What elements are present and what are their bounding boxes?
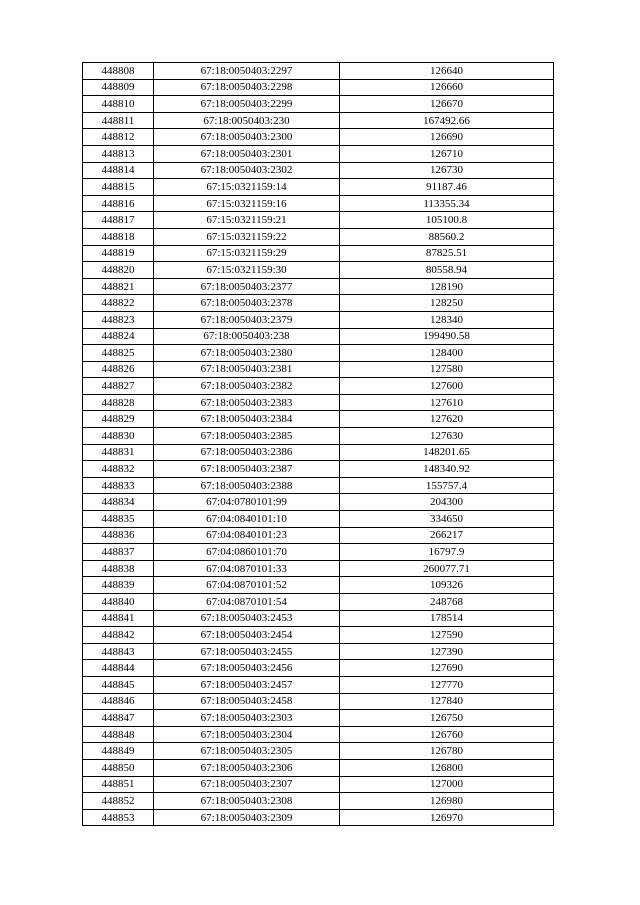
- row-number-cell: 448847: [83, 710, 154, 727]
- cadastral-number-cell: 67:18:0050403:2380: [154, 345, 340, 362]
- row-number-cell: 448853: [83, 809, 154, 826]
- table-row: [83, 511, 554, 528]
- cadastral-value-cell: 204300: [340, 494, 554, 511]
- cadastral-number-cell: 67:04:0840101:10: [154, 511, 340, 528]
- cadastral-number-cell: 67:18:0050403:2308: [154, 793, 340, 810]
- row-number-cell: 448839: [83, 577, 154, 594]
- cadastral-value-cell: 113355.34: [340, 195, 554, 212]
- row-number-cell: 448818: [83, 228, 154, 245]
- cadastral-value-cell: 178514: [340, 610, 554, 627]
- table-row: [83, 726, 554, 743]
- cadastral-value-cell: 126980: [340, 793, 554, 810]
- table-row: [83, 577, 554, 594]
- row-number-cell: 448828: [83, 394, 154, 411]
- cadastral-number-cell: 67:04:0870101:54: [154, 594, 340, 611]
- row-number-cell: 448842: [83, 627, 154, 644]
- cadastral-number-cell: 67:18:0050403:2453: [154, 610, 340, 627]
- cadastral-number-cell: 67:18:0050403:2377: [154, 278, 340, 295]
- table-row: [83, 411, 554, 428]
- table-row: [83, 710, 554, 727]
- cadastral-value-cell: 127390: [340, 643, 554, 660]
- cadastral-number-cell: 67:18:0050403:2458: [154, 693, 340, 710]
- row-number-cell: 448817: [83, 212, 154, 229]
- row-number-cell: 448832: [83, 461, 154, 478]
- cadastral-value-cell: 126750: [340, 710, 554, 727]
- cadastral-value-cell: 126690: [340, 129, 554, 146]
- cadastral-value-cell: 128340: [340, 311, 554, 328]
- cadastral-number-cell: 67:18:0050403:2388: [154, 477, 340, 494]
- cadastral-value-cell: 127620: [340, 411, 554, 428]
- cadastral-value-cell: 126670: [340, 96, 554, 113]
- cadastral-number-cell: 67:18:0050403:2300: [154, 129, 340, 146]
- table-row: [83, 643, 554, 660]
- cadastral-number-cell: 67:18:0050403:2297: [154, 63, 340, 80]
- row-number-cell: 448835: [83, 511, 154, 528]
- table-row: [83, 527, 554, 544]
- cadastral-number-cell: 67:18:0050403:2382: [154, 378, 340, 395]
- table-row: [83, 759, 554, 776]
- cadastral-number-cell: 67:18:0050403:2457: [154, 676, 340, 693]
- cadastral-value-cell: 91187.46: [340, 179, 554, 196]
- cadastral-value-cell: 80558.94: [340, 262, 554, 279]
- cadastral-value-cell: 167492.66: [340, 112, 554, 129]
- cadastral-value-cell: 127600: [340, 378, 554, 395]
- cadastral-value-cell: 127840: [340, 693, 554, 710]
- table-row: [83, 809, 554, 826]
- row-number-cell: 448834: [83, 494, 154, 511]
- row-number-cell: 448831: [83, 444, 154, 461]
- cadastral-value-cell: 127610: [340, 394, 554, 411]
- row-number-cell: 448836: [83, 527, 154, 544]
- row-number-cell: 448826: [83, 361, 154, 378]
- cadastral-value-cell: 260077.71: [340, 560, 554, 577]
- table-row: [83, 693, 554, 710]
- cadastral-number-cell: 67:15:0321159:14: [154, 179, 340, 196]
- row-number-cell: 448844: [83, 660, 154, 677]
- row-number-cell: 448851: [83, 776, 154, 793]
- cadastral-number-cell: 67:18:0050403:2381: [154, 361, 340, 378]
- table-row: [83, 594, 554, 611]
- table-row: [83, 345, 554, 362]
- cadastral-value-cell: 248768: [340, 594, 554, 611]
- row-number-cell: 448819: [83, 245, 154, 262]
- cadastral-value-table: [82, 62, 554, 826]
- cadastral-number-cell: 67:18:0050403:2385: [154, 428, 340, 445]
- cadastral-number-cell: 67:15:0321159:22: [154, 228, 340, 245]
- cadastral-number-cell: 67:18:0050403:2306: [154, 759, 340, 776]
- cadastral-value-cell: 126800: [340, 759, 554, 776]
- table-row: [83, 162, 554, 179]
- cadastral-number-cell: 67:18:0050403:2387: [154, 461, 340, 478]
- cadastral-value-cell: 126780: [340, 743, 554, 760]
- row-number-cell: 448808: [83, 63, 154, 80]
- table-row: [83, 96, 554, 113]
- cadastral-number-cell: 67:15:0321159:16: [154, 195, 340, 212]
- table-row: [83, 444, 554, 461]
- cadastral-value-cell: 16797.9: [340, 544, 554, 561]
- cadastral-number-cell: 67:04:0870101:52: [154, 577, 340, 594]
- table-row: [83, 494, 554, 511]
- cadastral-value-cell: 199490.58: [340, 328, 554, 345]
- table-row: [83, 627, 554, 644]
- table-row: [83, 428, 554, 445]
- table-row: [83, 610, 554, 627]
- cadastral-value-cell: 127690: [340, 660, 554, 677]
- cadastral-value-cell: 127580: [340, 361, 554, 378]
- table-row: [83, 361, 554, 378]
- cadastral-value-cell: 126640: [340, 63, 554, 80]
- row-number-cell: 448824: [83, 328, 154, 345]
- cadastral-value-cell: 127590: [340, 627, 554, 644]
- cadastral-value-cell: 148340.92: [340, 461, 554, 478]
- table-row: [83, 378, 554, 395]
- table-row: [83, 743, 554, 760]
- cadastral-value-cell: 127000: [340, 776, 554, 793]
- row-number-cell: 448845: [83, 676, 154, 693]
- table-row: [83, 461, 554, 478]
- cadastral-value-cell: 128250: [340, 295, 554, 312]
- row-number-cell: 448829: [83, 411, 154, 428]
- table-row: [83, 112, 554, 129]
- table-row: [83, 477, 554, 494]
- cadastral-number-cell: 67:18:0050403:2379: [154, 311, 340, 328]
- cadastral-value-cell: 266217: [340, 527, 554, 544]
- row-number-cell: 448833: [83, 477, 154, 494]
- cadastral-number-cell: 67:18:0050403:230: [154, 112, 340, 129]
- cadastral-value-cell: 155757.4: [340, 477, 554, 494]
- row-number-cell: 448838: [83, 560, 154, 577]
- table-row: [83, 245, 554, 262]
- cadastral-number-cell: 67:18:0050403:2305: [154, 743, 340, 760]
- table-row: [83, 560, 554, 577]
- row-number-cell: 448849: [83, 743, 154, 760]
- row-number-cell: 448809: [83, 79, 154, 96]
- cadastral-number-cell: 67:18:0050403:2301: [154, 145, 340, 162]
- table-row: [83, 793, 554, 810]
- cadastral-value-cell: 126660: [340, 79, 554, 96]
- cadastral-number-cell: 67:18:0050403:2454: [154, 627, 340, 644]
- cadastral-value-cell: 127630: [340, 428, 554, 445]
- cadastral-number-cell: 67:18:0050403:2299: [154, 96, 340, 113]
- cadastral-value-cell: 128400: [340, 345, 554, 362]
- table-row: [83, 544, 554, 561]
- cadastral-number-cell: 67:18:0050403:2309: [154, 809, 340, 826]
- cadastral-number-cell: 67:18:0050403:2303: [154, 710, 340, 727]
- row-number-cell: 448825: [83, 345, 154, 362]
- row-number-cell: 448815: [83, 179, 154, 196]
- table-row: [83, 145, 554, 162]
- cadastral-number-cell: 67:18:0050403:238: [154, 328, 340, 345]
- table-row: [83, 129, 554, 146]
- row-number-cell: 448843: [83, 643, 154, 660]
- table-row: [83, 394, 554, 411]
- table-row: [83, 295, 554, 312]
- row-number-cell: 448830: [83, 428, 154, 445]
- cadastral-number-cell: 67:18:0050403:2298: [154, 79, 340, 96]
- cadastral-number-cell: 67:04:0870101:33: [154, 560, 340, 577]
- table-row: [83, 195, 554, 212]
- cadastral-number-cell: 67:15:0321159:21: [154, 212, 340, 229]
- cadastral-value-cell: 126760: [340, 726, 554, 743]
- table-row: [83, 212, 554, 229]
- cadastral-number-cell: 67:18:0050403:2456: [154, 660, 340, 677]
- cadastral-value-cell: 128190: [340, 278, 554, 295]
- cadastral-value-cell: 126730: [340, 162, 554, 179]
- cadastral-number-cell: 67:04:0860101:70: [154, 544, 340, 561]
- cadastral-value-cell: 105100.8: [340, 212, 554, 229]
- table-row: [83, 311, 554, 328]
- table-row: [83, 328, 554, 345]
- row-number-cell: 448810: [83, 96, 154, 113]
- row-number-cell: 448837: [83, 544, 154, 561]
- cadastral-value-cell: 88560.2: [340, 228, 554, 245]
- cadastral-number-cell: 67:18:0050403:2378: [154, 295, 340, 312]
- table-row: [83, 660, 554, 677]
- table-row: [83, 63, 554, 80]
- row-number-cell: 448816: [83, 195, 154, 212]
- row-number-cell: 448814: [83, 162, 154, 179]
- table-row: [83, 278, 554, 295]
- table-row: [83, 228, 554, 245]
- row-number-cell: 448811: [83, 112, 154, 129]
- cadastral-number-cell: 67:18:0050403:2384: [154, 411, 340, 428]
- row-number-cell: 448812: [83, 129, 154, 146]
- cadastral-number-cell: 67:18:0050403:2383: [154, 394, 340, 411]
- row-number-cell: 448820: [83, 262, 154, 279]
- cadastral-value-cell: 87825.51: [340, 245, 554, 262]
- cadastral-number-cell: 67:18:0050403:2386: [154, 444, 340, 461]
- cadastral-value-cell: 109326: [340, 577, 554, 594]
- row-number-cell: 448813: [83, 145, 154, 162]
- cadastral-number-cell: 67:15:0321159:29: [154, 245, 340, 262]
- row-number-cell: 448827: [83, 378, 154, 395]
- row-number-cell: 448823: [83, 311, 154, 328]
- table-row: [83, 179, 554, 196]
- cadastral-number-cell: 67:04:0840101:23: [154, 527, 340, 544]
- row-number-cell: 448841: [83, 610, 154, 627]
- row-number-cell: 448840: [83, 594, 154, 611]
- cadastral-value-cell: 148201.65: [340, 444, 554, 461]
- cadastral-number-cell: 67:18:0050403:2455: [154, 643, 340, 660]
- cadastral-value-cell: 126710: [340, 145, 554, 162]
- row-number-cell: 448850: [83, 759, 154, 776]
- cadastral-number-cell: 67:18:0050403:2304: [154, 726, 340, 743]
- row-number-cell: 448846: [83, 693, 154, 710]
- cadastral-number-cell: 67:18:0050403:2307: [154, 776, 340, 793]
- table-row: [83, 776, 554, 793]
- table-row: [83, 262, 554, 279]
- row-number-cell: 448852: [83, 793, 154, 810]
- cadastral-number-cell: 67:18:0050403:2302: [154, 162, 340, 179]
- cadastral-number-cell: 67:04:0780101:99: [154, 494, 340, 511]
- table-row: [83, 79, 554, 96]
- row-number-cell: 448821: [83, 278, 154, 295]
- cadastral-value-cell: 126970: [340, 809, 554, 826]
- table-row: [83, 676, 554, 693]
- cadastral-value-cell: 334650: [340, 511, 554, 528]
- table-body: [83, 63, 554, 826]
- row-number-cell: 448822: [83, 295, 154, 312]
- cadastral-value-cell: 127770: [340, 676, 554, 693]
- cadastral-number-cell: 67:15:0321159:30: [154, 262, 340, 279]
- row-number-cell: 448848: [83, 726, 154, 743]
